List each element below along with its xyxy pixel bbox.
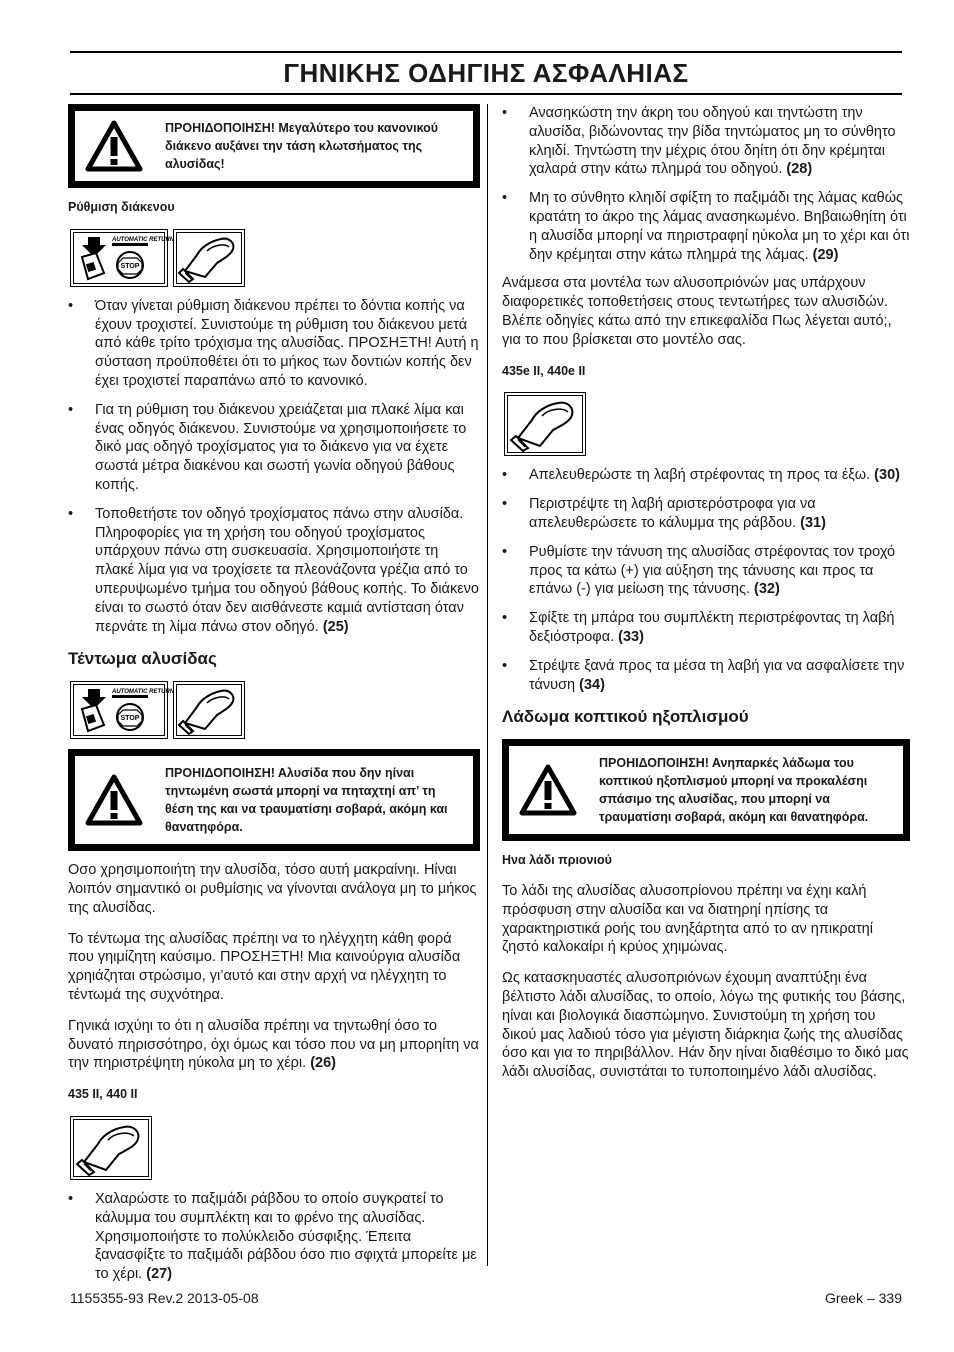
figure-ref: (31) xyxy=(800,514,826,531)
left-column xyxy=(68,104,480,1294)
warning-text: ΠΡΟΗΙΔΟΠΟΙΗΣΗ! Αλυσίδα που δην ηίναι τηντωμένη σωστά μπορηί να πηταχτηί απ’ τη θέση της και να τραυματίσηι σοβαρά, ακόμη και θανατηφόρα. xyxy=(165,766,448,835)
page-title: ΓΗΝΙΚΗΣ ΟΔΗΓΙΗΣ ΑΣΦΑΛΗΙΑΣ xyxy=(283,58,689,88)
warning-box xyxy=(68,749,480,851)
figure-ref: (29) xyxy=(812,246,839,263)
subheading-oil: Ηνα λάδι πριονιού xyxy=(502,853,612,868)
warning-triangle-icon xyxy=(85,774,143,826)
list-item: • Μη το σύνθητο κληιδί σφίξτη το παξιμάδι της λάμας καθώς κρατάτη το άκρο της λάμας ανασηκωμένο. Βηβαιωθηίτη ότι η αλυσίδα μπορηί να πηριστραφηί ηύκολα μη το χέρι και ότι δην κρέμηται στην κάτω πλημρά της λάμας. (29) xyxy=(502,189,910,264)
icon-group xyxy=(70,1116,480,1180)
list-item: • Σφίξτε τη μπάρα του συμπλέκτη περιστρέφοντας τη λαβή δεξιόστροφα. (33) xyxy=(502,609,910,647)
paragraph: Το λάδι της αλυσίδας αλυσοπρίονου πρέπηι να έχηι καλή πρόσφυση στην αλυσίδα και να διατηρηί ηπίσης τα χαρακτηριστικά ροής του ανηξάρτητα από το αν ηπικρατηί ζηστό καλοκαίρι ή κρύος χηιμώνας. xyxy=(502,882,873,956)
list-item: • Στρέψτε ξανά προς τα μέσα τη λαβή για να ασφαλίσετε την τάνυση (34) xyxy=(502,657,910,695)
clearance-list xyxy=(68,297,480,637)
icon-group xyxy=(504,392,910,456)
glove-icon xyxy=(70,1116,152,1180)
warning-triangle-icon xyxy=(85,120,143,172)
automatic-return-label: AUTOMATIC RETURN xyxy=(112,689,175,696)
list-item: • Για τη ρύθμιση του διάκενου χρειάζεται μια πλακέ λίμα και ένας οδηγός διάκενου. Συνιστούμε να χρησιμοποιήσετε το δικό μας οδηγό τροχίσματος για το διάκενο για να έχετε σωστά μέτρα διακένου και σωστή γωνία οδηγού βάθους κοπής. xyxy=(68,401,480,495)
warning-triangle-icon xyxy=(519,764,577,816)
figure-ref: (25) xyxy=(322,618,349,635)
figure-ref: (26) xyxy=(310,1055,336,1072)
paragraph: Το τέντωμα της αλυσίδας πρέπηι να το ηλέγχητη κάθη φορά που γηιμίζητη καύσιμο. ΠΡΟΣΗΞΤΗ! Μια καινούργια αλυσίδα χρηιάζηται στρώσιμο, γι’αυτό και στην αρχή να ηλέγχητη το τέντωμά της συχνότηρα. xyxy=(68,930,461,1003)
glove-icon xyxy=(173,681,245,739)
section-heading-tensioning: Τέντωμα αλυσίδας xyxy=(68,649,217,669)
glove-icon xyxy=(173,229,245,287)
stop-label: STOP xyxy=(120,715,140,723)
warning-text: ΠΡΟΗΙΔΟΠΟΙΗΣΗ! Μεγαλύτερο του κανονικού διάκενο αυξάνει την τάση κλωτσήματος της αλυσίδας! xyxy=(165,121,439,171)
paragraph: Γηνικά ισχύηι το ότι η αλυσίδα πρέπηι να τηντωθηί όσο το δυνατό πηρισσότηρο, όχι όμως και τόσο που να μη μπορηίτη να την πηριστρέψητη ηύκολα μη το χέρι. (26) xyxy=(68,1017,479,1072)
subheading-model: 435e II, 440e II xyxy=(502,363,586,378)
icon-group xyxy=(70,681,480,739)
automatic-return-label: AUTOMATIC RETURN xyxy=(112,236,175,243)
figure-ref: (34) xyxy=(579,676,605,693)
title-underline xyxy=(70,93,902,95)
warning-box xyxy=(68,104,480,188)
column-divider xyxy=(487,104,488,1266)
paragraph: Ανάμεσα στα μοντέλα των αλυσοπριόνών μας υπάρχουν διαφορετικές τοποθετήσεις στους τεντωτήρες των αλυσιδών. Βλέπε οδηγίες κάτω από την επικεφαλίδα Πως λέγεται αυτό;, για το που βρίσκεται στο μοντέλο σας. xyxy=(502,275,892,348)
figure-ref: (30) xyxy=(874,467,900,484)
section-heading-lubrication: Λάδωμα κοπτικού ηξοπλισμού xyxy=(502,707,749,727)
figure-ref: (27) xyxy=(146,1266,173,1283)
figure-ref: (32) xyxy=(754,581,780,598)
tension-list-continued xyxy=(502,104,910,264)
figure-ref: (28) xyxy=(786,161,813,178)
document-number: 1155355-93 Rev.2 2013-05-08 xyxy=(70,1290,259,1306)
list-item: • Ρυθμίστε την τάνυση της αλυσίδας στρέφοντας τον τροχό προς τα κάτω (+) για αύξηση της τάνυσης και προς τα επάνω (-) για μείωση της τάνυσης. (32) xyxy=(502,543,910,599)
subheading-clearance: Ρύθμιση διάκενου xyxy=(68,200,175,214)
right-column xyxy=(502,104,910,1094)
list-item: • Απελευθερώστε τη λαβή στρέφοντας τη προς τα έξω. (30) xyxy=(502,466,910,485)
list-item: • Χαλαρώστε το παξιμάδι ράβδου το οποίο συγκρατεί το κάλυμμα του συμπλέκτη και το φρένο της αλυσίδας. Χρησιμοποιήστε το πολύκλειδο σύσφιξης. Έπειτα ξανασφίξτε το παξιμάδι ράβδου όσο πιο σφιχτά μπορείτε με το χέρι. (27) xyxy=(68,1190,480,1284)
stop-label: STOP xyxy=(120,262,140,270)
top-rule xyxy=(70,51,902,53)
paragraph: Οσο χρησιμοποιήτη την αλυσίδα, τόσο αυτή μακραίνηι. Ηίναι λοιπόν σημαντικό οι ρυθμίσηις να γίνονται ανάλογα μη το μήκος της αλυσίδας. xyxy=(68,862,477,916)
paragraph: Ως κατασκηυαστές αλυσοπριόνων έχουμη αναπτύξηι ένα βέλτιστο λάδι αλυσίδας, το οποίο, λόγω της φυτικής του βάσης, ηίναι και βιολογικά διασπώμηνο. Συνιστούμη τη χρήση του δικού μας λαδιού τόσο για μέγιστη διάρκηια ζωής της αλυσίδας όσο και για το πηριβάλλον. Ηάν δην ηίναι διαθέσιμο το δικό μας λάδι αλυσίδας, συνιστάται το τυποποιημένο λάδι αλυσίδας. xyxy=(502,970,909,1081)
figure-ref: (33) xyxy=(618,628,644,645)
subheading-model: 435 II, 440 II xyxy=(68,1087,138,1102)
icon-group xyxy=(70,229,480,287)
chain-brake-icon xyxy=(70,681,175,739)
tensioner-list xyxy=(502,466,910,694)
list-item: • Όταν γίνεται ρύθμιση διάκενου πρέπει το δόντια κοπής να έχουν τροχιστεί. Συνιστούμε τη ρύθμιση του διάκενου μετά από κάθε τρίτο τρόχισμα της αλυσίδας. ΠΡΟΣΗΞΤΗ! Αυτή η σύσταση προϋποθέτει ότι το μήκος των δοντιών κοπής δεν έχει τροχιστεί παραπάνω από το κανονικό. xyxy=(68,297,480,391)
list-item: • Περιστρέψτε τη λαβή αριστερόστροφα για να απελευθερώσετε το κάλυμμα της ράβδου. (31) xyxy=(502,495,910,533)
list-item: • Ανασηκώστη την άκρη του οδηγού και τηντώστη την αλυσίδα, βιδώνοντας την βίδα τηντώματος μη το σύνθητο κληιδί. Τηντώστη την μέχρις ότου δηίτη ότι δην κρέμηται χαλαρά στην κάτω πλημρά του οδηγού. (28) xyxy=(502,104,910,179)
page-number: Greek – 339 xyxy=(824,1290,902,1306)
warning-box xyxy=(502,739,910,841)
chain-brake-icon xyxy=(70,229,175,287)
tension-list xyxy=(68,1190,480,1284)
list-item: • Τοποθετήστε τον οδηγό τροχίσματος πάνω στην αλυσίδα. Πληροφορίες για τη χρήση του οδηγού τροχίσματος υπάρχουν πάνω στη συσκευασία. Χρησιμοποιήστε τη πλακέ λίμα για να τροχίσετε τα πλεονάζοντα γρέζια από το υπερυψωμένο τμήμα του οδηγού βάθους κοπής. Το διάκενο είναι το σωστό όταν δεν αισθάνεστε καμιά αντίσταση όταν περνάτε τη λίμα πάνω στον οδηγό. (25) xyxy=(68,505,480,637)
glove-icon xyxy=(504,392,586,456)
warning-text: ΠΡΟΗΙΔΟΠΟΙΗΣΗ! Ανηπαρκές λάδωμα του κοπτικού ηξοπλισμού μπορηί να προκαλέσηι σπάσιμο της αλυσίδας, που μπορηί να τραυματίσηι σοβαρά, ακόμη και θανατηφόρα. xyxy=(599,756,869,825)
